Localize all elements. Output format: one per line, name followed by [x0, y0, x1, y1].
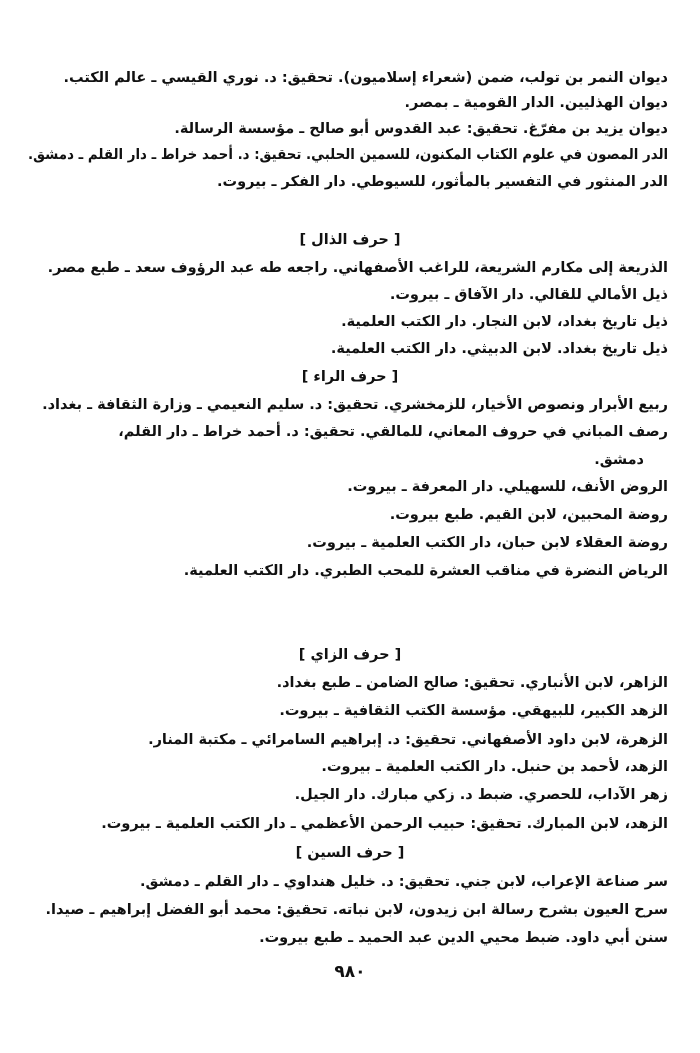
bibliography-entry: الزهرة، لابن داود الأصفهاني. تحقيق: د. إبراهيم السامرائي ـ مكتبة المنار.: [148, 732, 668, 748]
bibliography-entry: سر صناعة الإعراب، لابن جني. تحقيق: د. خليل هنداوي ـ دار القلم ـ دمشق.: [139, 874, 668, 890]
bibliography-entry: الروض الأنف، للسهيلي. دار المعرفة ـ بيروت.: [347, 479, 668, 495]
section-heading: [ حرف الذال ]: [299, 232, 401, 248]
bibliography-entry: الذريعة إلى مكارم الشريعة، للراغب الأصفهاني. راجعه طه عبد الرؤوف سعد ـ طبع مصر.: [47, 260, 668, 276]
bibliography-entry-continuation: دمشق.: [594, 452, 644, 468]
bibliography-entry: روضة العقلاء لابن حبان، دار الكتب العلمية ـ بيروت.: [306, 535, 668, 551]
bibliography-entry: الزهد، لأحمد بن حنبل. دار الكتب العلمية ـ بيروت.: [321, 759, 668, 775]
bibliography-entry: الدر المصون في علوم الكتاب المكنون، للسمين الحلبي. تحقيق: د. أحمد خراط ـ دار القلم ـ دمشق.: [27, 147, 668, 163]
bibliography-entry: الزهد الكبير، للبيهقي. مؤسسة الكتب الثقافية ـ بيروت.: [279, 703, 668, 719]
bibliography-entry: ديوان الهذليين. الدار القومية ـ بمصر.: [404, 95, 668, 111]
bibliography-entry: ذيل الأمالي للقالي. دار الآفاق ـ بيروت.: [389, 287, 668, 303]
section-heading: [ حرف الراء ]: [301, 369, 399, 385]
section-heading: [ حرف الزاي ]: [298, 647, 402, 663]
bibliography-entry: ديوان يزيد بن مفرّغ. تحقيق: عبد القدوس أبو صالح ـ مؤسسة الرسالة.: [174, 121, 668, 137]
bibliography-entry: ديوان النمر بن تولب، ضمن (شعراء إسلاميون). تحقيق: د. نوري القيسي ـ عالم الكتب.: [63, 70, 668, 86]
bibliography-entry: الرياض النضرة في مناقب العشرة للمحب الطبري. دار الكتب العلمية.: [183, 563, 668, 579]
bibliography-entry: روضة المحبين، لابن القيم. طبع بيروت.: [389, 507, 668, 523]
bibliography-entry: ذيل تاريخ بغداد، لابن النجار. دار الكتب العلمية.: [341, 314, 668, 330]
bibliography-entry: ربيع الأبرار ونصوص الأخيار، للزمخشري. تحقيق: د. سليم النعيمي ـ وزارة الثقافة ـ بغداد.: [42, 397, 668, 413]
bibliography-entry: سنن أبي داود. ضبط محيي الدين عبد الحميد ـ طبع بيروت.: [259, 930, 668, 946]
bibliography-entry: زهر الآداب، للحصري. ضبط د. زكي مبارك. دار الجيل.: [294, 787, 668, 803]
section-heading: [ حرف السين ]: [295, 845, 405, 861]
page-number: ٩٨٠: [334, 962, 366, 982]
bibliography-entry: الزاهر، لابن الأنباري. تحقيق: صالح الضامن ـ طبع بغداد.: [276, 675, 668, 691]
bibliography-entry: سرح العيون بشرح رسالة ابن زيدون، لابن نباته. تحقيق: محمد أبو الفضل إبراهيم ـ صيدا.: [45, 902, 668, 918]
bibliography-entry: ذيل تاريخ بغداد. لابن الدبيثي. دار الكتب العلمية.: [330, 341, 668, 357]
bibliography-entry: رصف المباني في حروف المعاني، للمالقي. تحقيق: د. أحمد خراط ـ دار القلم،: [118, 424, 668, 440]
bibliography-entry: الزهد، لابن المبارك. تحقيق: حبيب الرحمن الأعظمي ـ دار الكتب العلمية ـ بيروت.: [101, 816, 668, 832]
bibliography-entry: الدر المنثور في التفسير بالمأثور، للسيوطي. دار الفكر ـ بيروت.: [217, 174, 668, 190]
